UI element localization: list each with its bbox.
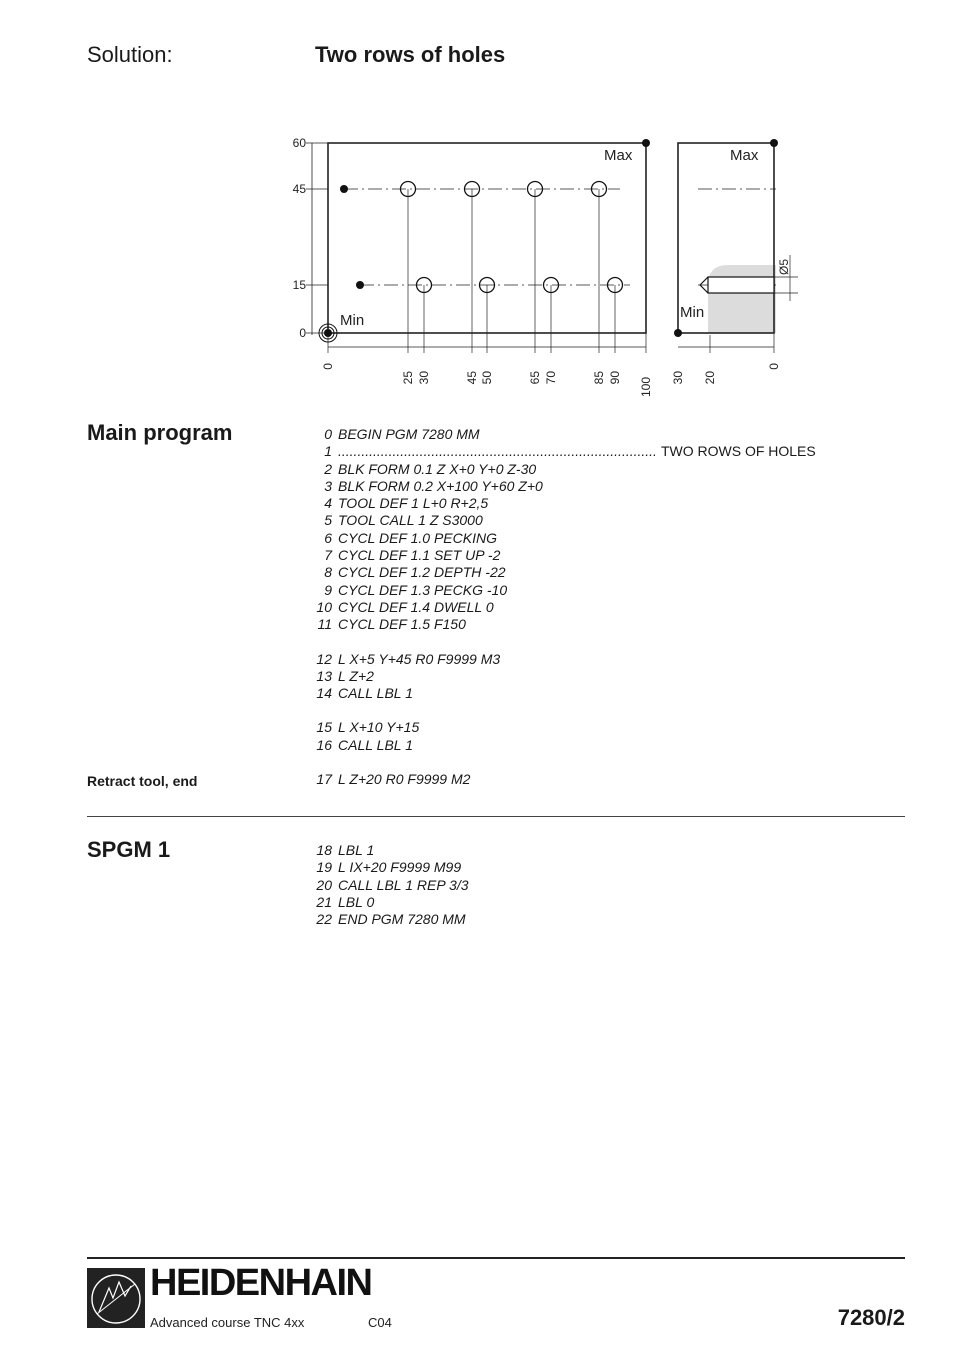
- code-line: 9 CYCL DEF 1.3 PECKG -10: [324, 581, 508, 598]
- code-line: 19 L IX+20 F9999 M99: [316, 859, 462, 876]
- workpiece-drawing: [280, 125, 800, 398]
- heidenhain-logo-icon: [87, 1268, 145, 1328]
- code-line: 16 CALL LBL 1: [316, 736, 413, 753]
- code-line: 5 TOOL CALL 1 Z S3000: [324, 512, 483, 529]
- code-line: 1 .................................................................................. TWO ROWS OF HOLES: [324, 443, 816, 460]
- code-line: 3 BLK FORM 0.2 X+100 Y+60 Z+0: [324, 477, 543, 494]
- lower-hole-row: [417, 278, 623, 293]
- side-max-label: Max: [730, 147, 759, 164]
- code-line: 6 CYCL DEF 1.0 PECKING: [324, 529, 497, 546]
- x-tick: 100: [639, 377, 653, 398]
- x-tick: 90: [608, 371, 622, 385]
- code-line: 7 CYCL DEF 1.1 SET UP -2: [324, 547, 501, 564]
- code-line: 22 END PGM 7280 MM: [316, 911, 466, 928]
- datum-icon: [319, 324, 337, 342]
- y-tick: 0: [299, 326, 306, 340]
- side-min-label: Min: [680, 304, 705, 321]
- diameter-label: Ø5: [777, 258, 791, 275]
- main-program-listing: [310, 426, 910, 788]
- side-tick: 30: [671, 371, 685, 385]
- code-line: 13 L Z+2: [316, 667, 374, 684]
- code-line: 2 BLK FORM 0.1 Z X+0 Y+0 Z-30: [324, 460, 537, 477]
- code-line: 4 TOOL DEF 1 L+0 R+2,5: [324, 495, 489, 512]
- code-line: 17 L Z+20 R0 F9999 M2: [316, 771, 471, 788]
- solution-label: Solution:: [87, 42, 173, 67]
- x-tick: 25: [401, 371, 415, 385]
- footer-rule: [87, 1257, 905, 1259]
- code-line: 11 CYCL DEF 1.5 F150: [317, 616, 466, 633]
- code-line: 10 CYCL DEF 1.4 DWELL 0: [316, 598, 494, 615]
- upper-hole-row: [401, 182, 607, 197]
- start-point: [340, 185, 348, 193]
- course-code: C04: [368, 1315, 392, 1330]
- code-line: 18 LBL 1: [316, 842, 375, 858]
- code-line: 0 BEGIN PGM 7280 MM: [324, 426, 480, 442]
- x-tick: 85: [592, 371, 606, 385]
- page-title: Two rows of holes: [315, 42, 506, 67]
- x-tick: 50: [480, 371, 494, 385]
- max-label: Max: [604, 147, 633, 164]
- y-tick: 45: [292, 182, 306, 196]
- main-program-heading: Main program: [87, 420, 233, 445]
- code-line: 8 CYCL DEF 1.2 DEPTH -22: [324, 564, 506, 581]
- spgm-heading: SPGM 1: [87, 837, 171, 862]
- page-number: 7280/2: [837, 1305, 905, 1330]
- code-line: 14 CALL LBL 1: [316, 685, 413, 702]
- code-line: 21 LBL 0: [316, 893, 375, 910]
- side-tick: 0: [767, 363, 781, 370]
- x-tick: 0: [321, 363, 335, 370]
- max-point: [642, 139, 650, 147]
- min-label: Min: [340, 312, 365, 329]
- x-tick: 65: [528, 371, 542, 385]
- brand-name: HEIDENHAIN: [150, 1262, 372, 1304]
- retract-note: Retract tool, end: [87, 773, 198, 789]
- course-name: Advanced course TNC 4xx: [150, 1315, 305, 1330]
- side-tick: 20: [703, 371, 717, 385]
- code-line: 15 L X+10 Y+15: [316, 719, 420, 736]
- program-comment: TWO ROWS OF HOLES: [660, 443, 816, 460]
- x-tick: 70: [544, 371, 558, 385]
- section-divider: [87, 816, 905, 817]
- code-line: 12 L X+5 Y+45 R0 F9999 M3: [316, 650, 501, 667]
- y-tick: 15: [292, 278, 306, 292]
- y-tick: 60: [292, 136, 306, 150]
- start-point: [356, 281, 364, 289]
- spgm-listing: [310, 842, 910, 928]
- x-tick: 45: [465, 371, 479, 385]
- x-tick: 30: [417, 371, 431, 385]
- code-line: 20 CALL LBL 1 REP 3/3: [316, 876, 469, 893]
